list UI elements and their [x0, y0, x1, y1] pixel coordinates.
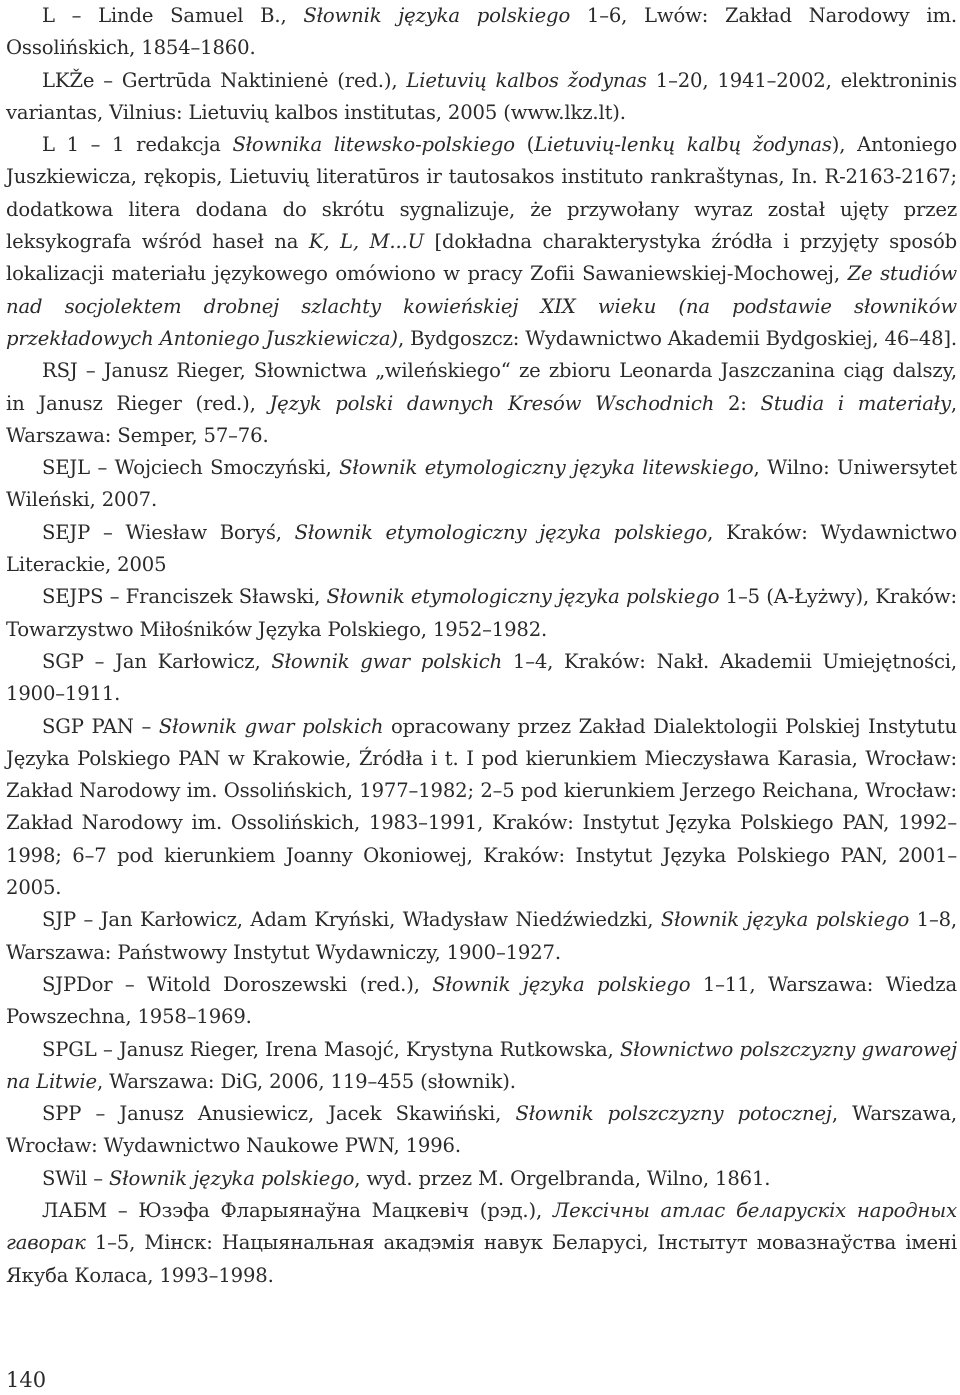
entry-text: [dokładna charakterystyka źródła i przyjęty sposób lokalizacji materiału językowego omówiono w pracy Zofii Sawaniewskiej-Mochowej,: [6, 230, 957, 286]
entry-text: SPGL – Janusz Rieger, Irena Masojć, Krystyna Rutkowska,: [42, 1037, 620, 1061]
entry-text: SEJPS – Franciszek Sławski,: [42, 585, 327, 609]
bibliography-entry: [6, 1098, 957, 1163]
entry-title-italic: Słownik polszczyzny potocznej: [515, 1102, 832, 1126]
entry-title-italic: K, L, M...U: [308, 230, 424, 254]
bibliography-entry: [6, 1195, 957, 1292]
bibliography-entry: [6, 711, 957, 905]
bibliography-entry: [6, 1034, 957, 1099]
entry-text: SGP – Jan Karłowicz,: [42, 649, 272, 673]
page-number: 140: [6, 1368, 47, 1392]
entry-text: L 1 – 1 redakcja: [42, 133, 233, 157]
entry-text: , Bydgoszcz: Wydawnictwo Akademii Bydgoskiej, 46–48].: [397, 326, 957, 350]
entry-text: 1–8, Warszawa: Państwowy Instytut Wydawniczy, 1900–1927.: [6, 908, 958, 964]
entry-title-italic: Lietuvių-lenkų kalbų žodynas: [534, 133, 832, 157]
entry-text: SWil –: [42, 1166, 109, 1190]
bibliography-entry: [6, 0, 957, 65]
bibliography-entry: [6, 646, 957, 711]
bibliography-entry: [6, 517, 957, 582]
entry-title-italic: Słownik gwar polskich: [158, 714, 384, 738]
entry-text: 1–6, Lwów: Zakład Narodowy im. Ossolińskich, 1854–1860.: [6, 4, 957, 60]
bibliography-entry: [6, 969, 957, 1034]
entry-title-italic: Słownik języka polskiego: [303, 4, 571, 27]
bibliography-entry: [6, 65, 957, 130]
entry-text: LKŽe – Gertrūda Naktinienė (red.),: [42, 68, 407, 92]
entry-text: ЛАБМ – Юзэфа Фларыянаўна Мацкевіч (рэд.),: [42, 1198, 553, 1222]
bibliography-list: [6, 0, 957, 1292]
entry-title-italic: Lietuvių kalbos žodynas: [406, 68, 647, 92]
entry-text: 1–5, Мінск: Нацыянальная акадэмія навук Беларусі, Інстытут мовазнаўства імені Якуба Коласа, 1993–1998.: [6, 1231, 957, 1287]
entry-text: L – Linde Samuel B.,: [42, 4, 304, 27]
entry-text: opracowany przez Zakład Dialektologii Polskiej Instytutu Języka Polskiego PAN w Krakowie, Źródła i t. I pod kierunkiem Mieczysława Karasia, Wrocław: Zakład Narodowy im. Ossolińskich, 1977–1982; 2–5 pod kierunkiem Jerzego Reichana, Wrocław: Zakład Narodowy im. Ossolińskich, 1983–1991, Kraków: Instytut Języka Polskiego PAN, 1992–1998; 6–7 pod kierunkiem Joanny Okoniowej, Kraków: Instytut Języka Polskiego PAN, 2001–2005.: [6, 714, 958, 900]
entry-text: SJP – Jan Karłowicz, Adam Kryński, Władysław Niedźwiedzki,: [42, 908, 661, 932]
entry-text: 2:: [714, 391, 761, 415]
bibliography-entry: [6, 581, 957, 646]
entry-text: , Warszawa, Wrocław: Wydawnictwo Naukowe PWN, 1996.: [6, 1102, 957, 1158]
entry-title-italic: Słownik etymologiczny języka polskiego: [294, 520, 708, 544]
entry-title-italic: Słownik języka polskiego: [432, 972, 691, 996]
entry-text: , Warszawa: DiG, 2006, 119–455 (słownik).: [96, 1069, 516, 1093]
entry-text: SGP PAN –: [42, 714, 159, 738]
entry-title-italic: Słownika litewsko-polskiego: [232, 133, 515, 157]
entry-text: ), Antoniego Juszkiewicza, rękopis, Lietuvių literatūros ir tautosakos instituto rankraštynas, In. R-2163-2167; dodatkowa litera dodana do skrótu sygnalizuje, że przywołany wyraz został ujęty przez leksykografa wśród haseł na: [6, 133, 957, 254]
entry-title-italic: Język polski dawnych Kresów Wschodnich: [269, 391, 715, 415]
entry-text: 1–5 (A-Łyżwy), Kraków: Towarzystwo Miłośników Języka Polskiego, 1952–1982.: [6, 585, 957, 641]
entry-title-italic: Ze studiów nad socjolektem drobnej szlachty kowieńskiej XIX wieku (na podstawie słowników przekładowych Antoniego Juszkiewicza): [6, 262, 957, 350]
bibliography-entry: [6, 129, 957, 355]
entry-text: , Wilno: Uniwersytet Wileński, 2007.: [6, 456, 957, 512]
bibliography-entry: [6, 1163, 957, 1195]
entry-title-italic: Słownik etymologiczny języka polskiego: [326, 585, 720, 609]
entry-text: 1–20, 1941–2002, elektroninis variantas, Vilnius: Lietuvių kalbos institutas, 2005 (www.lkz.lt).: [6, 68, 957, 124]
entry-text: SPP – Janusz Anusiewicz, Jacek Skawiński,: [42, 1102, 516, 1126]
entry-text: , Kraków: Wydawnictwo Literackie, 2005: [6, 520, 958, 577]
entry-text: SJPDor – Witold Doroszewski (red.),: [42, 972, 433, 996]
bibliography-entry: [6, 355, 957, 452]
entry-text: (: [514, 133, 535, 157]
entry-title-italic: Słownik gwar polskich: [271, 649, 503, 673]
bibliography-entry: [6, 904, 957, 969]
entry-title-italic: Лексічны атлас беларускіх народных гаворак: [6, 1198, 957, 1255]
bibliography-entry: [6, 452, 957, 517]
entry-title-italic: Słownik etymologiczny języka litewskiego: [339, 456, 754, 480]
entry-text: SEJL – Wojciech Smoczyński,: [42, 456, 340, 480]
entry-title-italic: Słownik języka polskiego: [660, 908, 910, 932]
entry-title-italic: Studia i materiały: [760, 391, 951, 415]
entry-text: SEJP – Wiesław Boryś,: [42, 520, 295, 544]
entry-title-italic: Słownictwo polszczyzny gwarowej na Litwie: [6, 1037, 957, 1093]
entry-text: RSJ – Janusz Rieger, Słownictwa „wileńskiego“ ze zbioru Leonarda Jaszczanina ciąg dalszy, in Janusz Rieger (red.),: [6, 359, 957, 415]
entry-text: , wyd. przez M. Orgelbranda, Wilno, 1861.: [354, 1166, 771, 1190]
entry-text: 1–11, Warszawa: Wiedza Powszechna, 1958–1969.: [6, 972, 958, 1029]
entry-text: 1–4, Kraków: Nakł. Akademii Umiejętności, 1900–1911.: [6, 649, 957, 706]
entry-title-italic: Słownik języka polskiego: [108, 1166, 355, 1190]
entry-text: , Warszawa: Semper, 57–76.: [6, 391, 957, 447]
